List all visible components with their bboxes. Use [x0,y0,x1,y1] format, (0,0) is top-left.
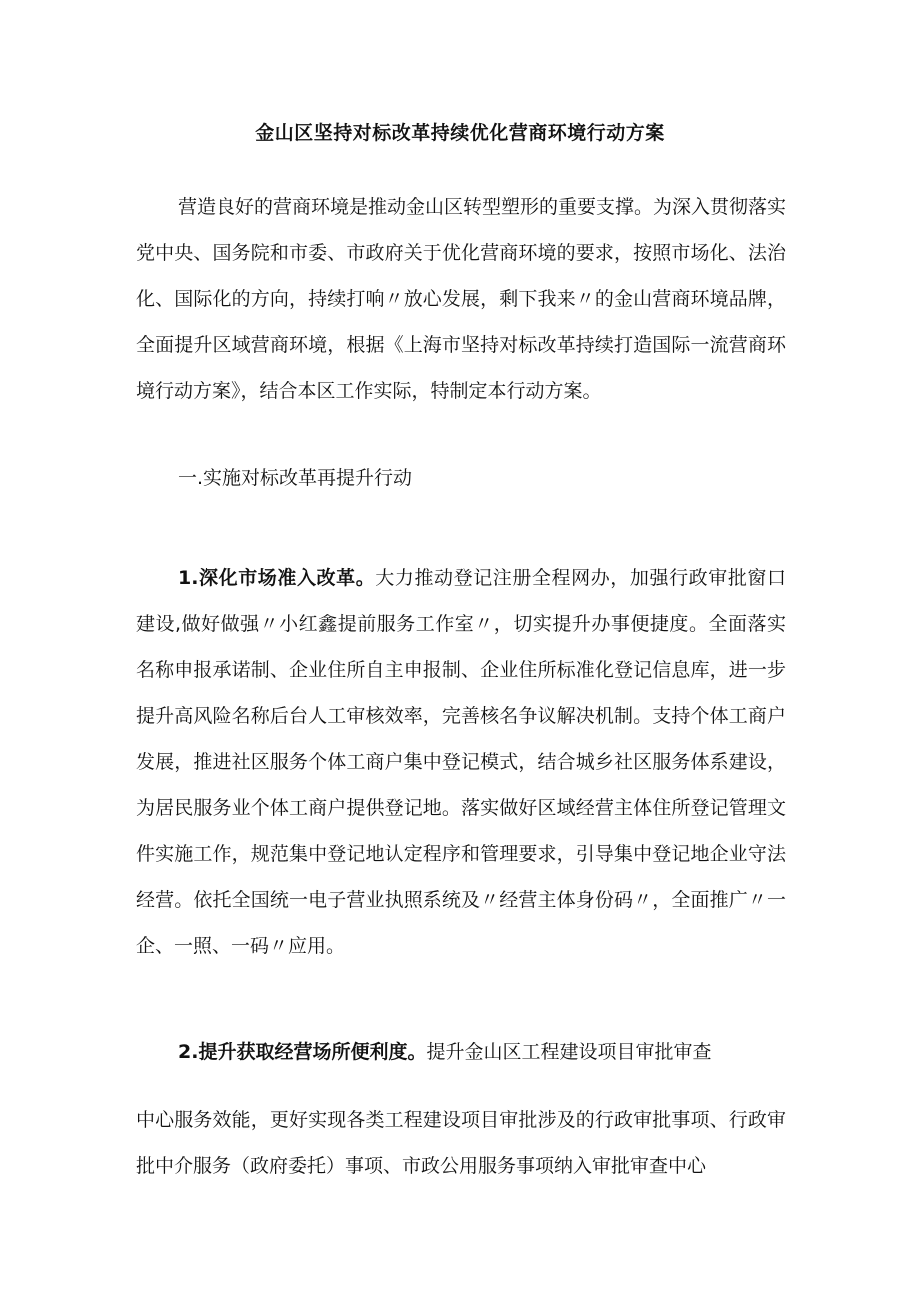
intro-paragraph: 营造良好的营商环境是推动金山区转型塑形的重要支撑。为深入贯彻落实党中央、国务院和市委、市政府关于优化营商环境的要求，按照市场化、法治化、国际化的方向，持续打响〃放心发展，剩下我来〃的金山营商环境品牌，全面提升区域营商环境，根据《上海市坚持对标改革持续打造国际一流营商环境行动方案》，结合本区工作实际，特制定本行动方案。 [136,196,787,402]
item-2-heading-line [178,1029,711,1075]
item-2-body-line1: 提升金山区工程建设项目审批审查 [426,1041,712,1063]
item-2-continuation: 中心服务效能，更好实现各类工程建设项目审批涉及的行政审批事项、行政审批中介服务（政府委托）事项、市政公用服务事项纳入审批审查中心 [136,1109,786,1177]
item-1-paragraph [136,555,786,969]
item-1-body: 大力推动登记注册全程网办，加强行政审批窗口建设,做好做强〃小红鑫提前服务工作室〃，切实提升办事便捷度。全面落实名称申报承诺制、企业住所自主申报制、企业住所标准化登记信息库，进一步提升高风险名称后台人工审核效率，完善核名争议解决机制。支持个体工商户发展，推进社区服务个体工商户集中登记模式，结合城乡社区服务体系建设，为居民服务业个体工商户提供登记地。落实做好区域经营主体住所登记管理文件实施工作，规范集中登记地认定程序和管理要求，引导集中登记地企业守法经营。依托全国统一电子营业执照系统及〃经营主体身份码〃，全面推广〃一企、一照、一码〃应用。 [136,567,786,957]
section-1-heading: 一.实施对标改革再提升行动 [178,467,413,489]
item-2-lead: 2.提升获取经营场所便利度。 [178,1041,427,1063]
item-1-lead: 1.深化市场准入改革。 [178,567,376,589]
document-title: 金山区坚持对标改革持续优化营商环境行动方案 [255,122,665,144]
